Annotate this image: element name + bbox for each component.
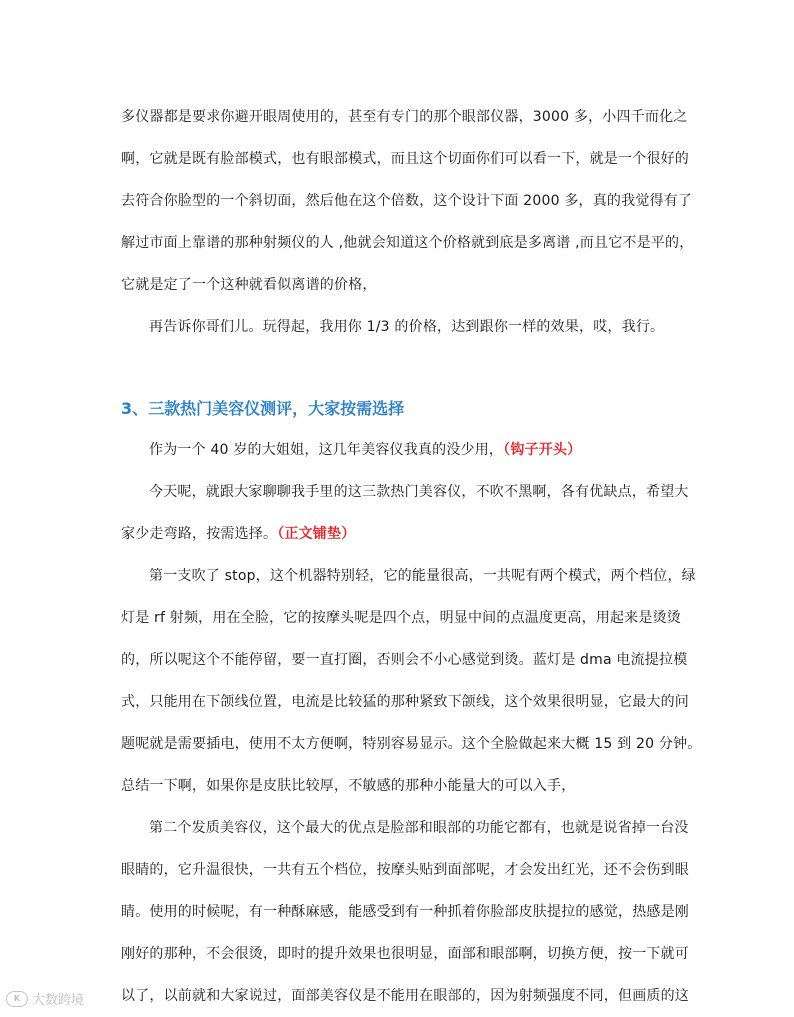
paragraph-line: 第一支吹了 stop，这个机器特别轻，它的能量很高，一共呢有两个模式，两个档位，绿 xyxy=(149,568,696,584)
paragraph-line: 眼睛的，它升温很快，一共有五个档位，按摩头贴到面部呢，才会发出红光，还不会伤到眼 xyxy=(121,862,689,878)
paragraph-line: 第二个发质美容仪，这个最大的优点是脸部和眼部的功能它都有，也就是说省掉一台没 xyxy=(149,820,689,836)
paragraph-line: 它就是定了一个这种就看似离谱的价格， xyxy=(121,277,377,293)
paragraph-line: 题呢就是需要插电，使用不太方便啊，特别容易显示。这个全脸做起来大概 15 到 20 分钟。 xyxy=(121,736,702,752)
annotation-tag: （钩子开头） xyxy=(503,442,582,458)
paragraph-line: 睛。使用的时候呢，有一种酥麻感，能感受到有一种抓着你脸部皮肤提拉的感觉，热感是刚 xyxy=(121,904,689,920)
paragraph-line: 的，所以呢这个不能停留，要一直打圈，否则会不小心感觉到烫。蓝灯是 dma 电流提拉模 xyxy=(121,652,688,668)
paragraph-line: 多仪器都是要求你避开眼周使用的，甚至有专门的那个眼部仪器，3000 多，小四千而化之 xyxy=(121,109,688,125)
paragraph-line xyxy=(121,524,355,544)
paragraph-line xyxy=(149,440,581,460)
brand-logo-icon: K xyxy=(6,991,28,1007)
paragraph-text: 作为一个 40 岁的大姐姐，这几年美容仪我真的没少用， xyxy=(149,442,504,458)
paragraph-line: 式，只能用在下颌线位置，电流是比较猛的那种紧致下颌线，这个效果很明显，它最大的问 xyxy=(121,694,689,710)
paragraph-line: 啊，它就是既有脸部模式，也有眼部模式，而且这个切面你们可以看一下，就是一个很好的 xyxy=(121,151,689,167)
paragraph-line: 解过市面上靠谱的那种射频仪的人 ,他就会知道这个价格就到底是多离谱 ,而且它不是平的， xyxy=(121,235,694,251)
paragraph-line: 总结一下啊，如果你是皮肤比较厚，不敏感的那种小能量大的可以入手， xyxy=(121,778,576,794)
watermark xyxy=(6,989,84,1008)
section-heading: 3、三款热门美容仪测评，大家按需选择 xyxy=(121,399,405,418)
paragraph-line: 以了，以前就和大家说过，面部美容仪是不能用在眼部的，因为射频强度不同，但画质的这 xyxy=(121,988,689,1004)
paragraph-line: 灯是 rf 射频，用在全脸，它的按摩头呢是四个点，明显中间的点温度更高，用起来是烫烫 xyxy=(121,610,681,626)
paragraph-line: 再告诉你哥们儿。玩得起，我用你 1/3 的价格，达到跟你一样的效果，哎，我行。 xyxy=(149,319,665,335)
paragraph-line: 今天呢，就跟大家聊聊我手里的这三款热门美容仪，不吹不黑啊，各有优缺点，希望大 xyxy=(149,484,689,500)
annotation-tag: （正文铺垫） xyxy=(277,526,356,542)
paragraph-line: 去符合你脸型的一个斜切面，然后他在这个倍数，这个设计下面 2000 多，真的我觉得有了 xyxy=(121,193,693,209)
paragraph-line: 刚好的那种，不会很烫，即时的提升效果也很明显，面部和眼部啊，切换方便，按一下就可 xyxy=(121,946,689,962)
watermark-text: 大数跨境 xyxy=(32,993,85,1008)
paragraph-text: 家少走弯路，按需选择。 xyxy=(121,526,278,542)
